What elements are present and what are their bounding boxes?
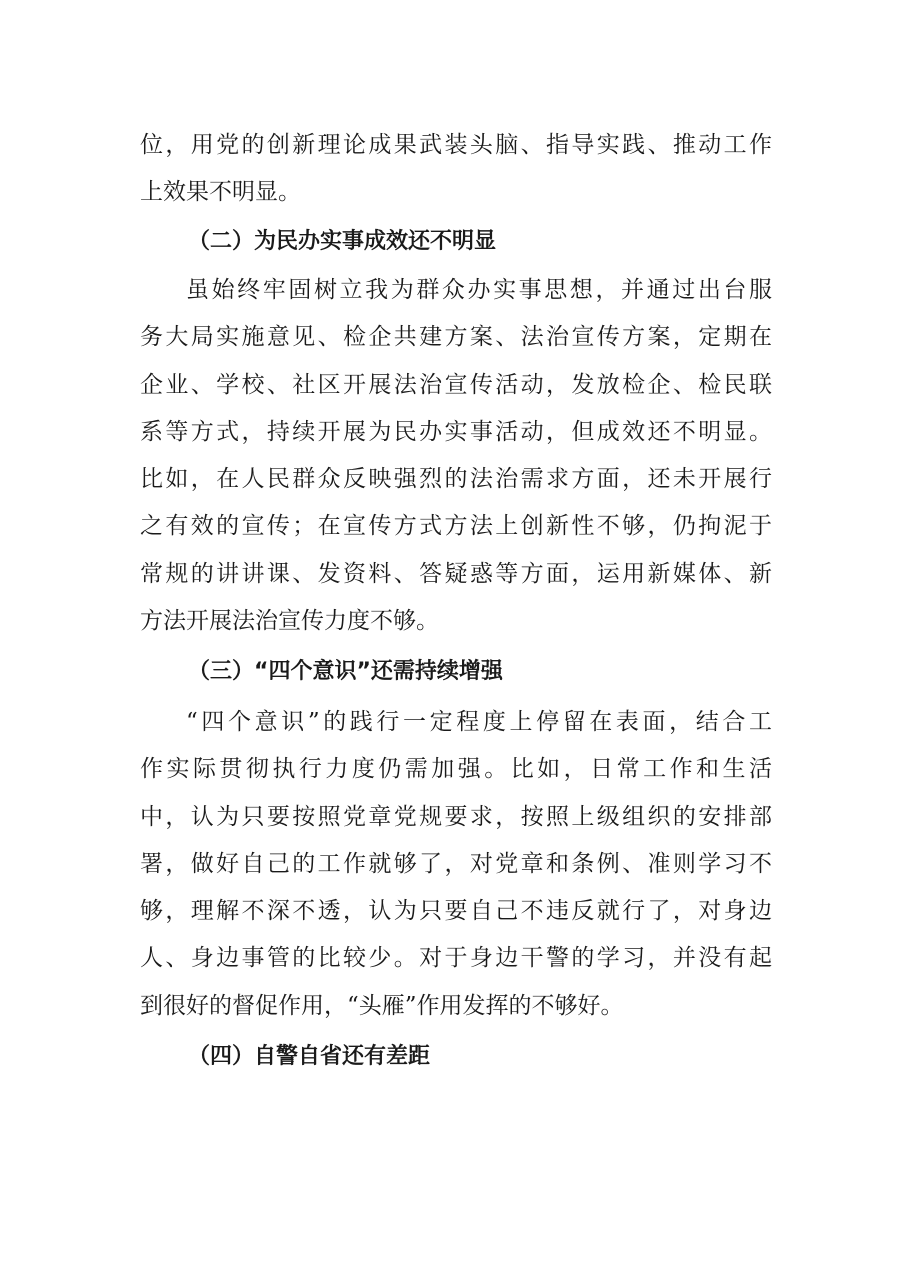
section-heading-2: （二）为民办实事成效还不明显 [188, 229, 497, 254]
paragraph-line: 中，认为只要按照党章党规要求，按照上级组织的安排部 [140, 803, 772, 830]
paragraph-line: 企业、学校、社区开展法治宣传活动，发放检企、检民联 [140, 371, 772, 398]
paragraph-line: 方法开展法治宣传力度不够。 [140, 608, 439, 635]
paragraph-line: 位，用党的创新理论成果武装头脑、指导实践、推动工作 [140, 132, 772, 158]
paragraph-line: 常规的讲讲课、发资料、答疑惑等方面，运用新媒体、新 [140, 560, 772, 587]
section-heading-3: （三）“四个意识”还需持续增强 [188, 659, 503, 684]
paragraph-line: “四个意识”的践行一定程度上停留在表面，结合工 [186, 709, 772, 735]
paragraph-line: 之有效的宣传；在宣传方式方法上创新性不够，仍拘泥于 [140, 513, 772, 540]
section-3-paragraph [140, 699, 772, 1030]
paragraph-line: 务大局实施意见、检企共建方案、法治宣传方案，定期在 [140, 324, 772, 351]
paragraph-line: 够，理解不深不透，认为只要自己不违反就行了，对身边 [140, 898, 772, 925]
paragraph-line: 比如，在人民群众反映强烈的法治需求方面，还未开展行 [140, 466, 772, 493]
paragraph-line: 人、身边事管的比较少。对于身边干警的学习，并没有起 [140, 945, 772, 972]
paragraph-line: 虽始终牢固树立我为群众办实事思想，并通过出台服 [186, 277, 772, 303]
section-heading-4: （四）自警自省还有差距 [188, 1044, 431, 1069]
section-2-paragraph [140, 267, 772, 645]
paragraph-line: 署，做好自己的工作就够了，对党章和条例、准则学习不 [140, 850, 772, 877]
paragraph-line: 作实际贯彻执行力度仍需加强。比如，日常工作和生活 [140, 756, 772, 783]
paragraph-line: 上效果不明显。 [140, 179, 301, 206]
paragraph-line: 系等方式，持续开展为民办实事活动，但成效还不明显。 [140, 418, 772, 445]
intro-paragraph [140, 122, 772, 217]
paragraph-line: 到很好的督促作用，“头雁”作用发挥的不够好。 [140, 992, 624, 1019]
